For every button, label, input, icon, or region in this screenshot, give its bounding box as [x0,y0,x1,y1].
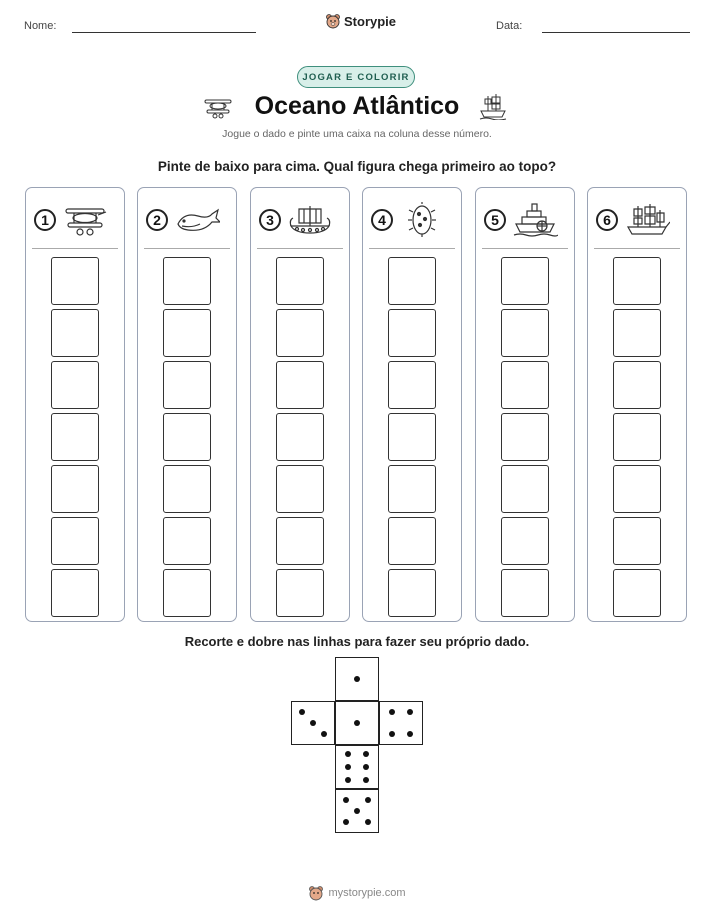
die-pip [389,709,395,715]
column-divider [144,248,230,249]
color-box[interactable] [163,257,211,305]
die-pip [343,819,349,825]
die-pip [354,676,360,682]
color-box[interactable] [501,309,549,357]
column-divider [257,248,343,249]
color-box[interactable] [163,309,211,357]
color-box[interactable] [388,465,436,513]
die-face-4 [379,701,423,745]
die-face-1 [335,657,379,701]
column-header [371,200,455,240]
column-number: 5 [484,209,506,231]
color-box[interactable] [613,465,661,513]
die-pip [389,731,395,737]
column-divider [369,248,455,249]
die-pip [363,751,369,757]
column-number: 4 [371,209,393,231]
color-box[interactable] [163,569,211,617]
brand-name: Storypie [344,13,397,29]
color-box[interactable] [276,257,324,305]
whale-icon [174,202,220,238]
page-subtitle: Jogue o dado e pinte uma caixa na coluna desse número. [222,128,492,140]
die-face-3 [291,701,335,745]
color-box[interactable] [276,569,324,617]
sailing-ship-icon [624,202,670,238]
die-pip [354,808,360,814]
color-box[interactable] [388,517,436,565]
color-box[interactable] [51,257,99,305]
column-number: 1 [34,209,56,231]
dice-column-2 [137,187,237,622]
die-pip [365,797,371,803]
die-pip [310,720,316,726]
color-box[interactable] [276,309,324,357]
color-box[interactable] [613,257,661,305]
die-pip [363,764,369,770]
color-box[interactable] [501,361,549,409]
footer-url: mystorypie.com [328,887,406,899]
column-number: 6 [596,209,618,231]
coloring-instruction: Pinte de baixo para cima. Qual figura chega primeiro ao topo? [157,159,557,174]
column-header [596,200,680,240]
column-number: 2 [146,209,168,231]
color-box[interactable] [613,309,661,357]
die-pip [343,797,349,803]
color-box[interactable] [613,569,661,617]
brand-logo [325,13,396,29]
die-pip [407,709,413,715]
steamboat-icon [512,202,558,238]
color-box[interactable] [276,361,324,409]
color-box[interactable] [276,517,324,565]
column-divider [482,248,568,249]
color-box[interactable] [276,465,324,513]
die-pip [321,731,327,737]
die-pip [354,720,360,726]
name-field-line[interactable] [72,32,256,33]
color-box[interactable] [388,361,436,409]
color-box[interactable] [388,569,436,617]
footer [0,885,714,901]
color-box[interactable] [51,361,99,409]
color-box[interactable] [501,413,549,461]
dice-column-5 [475,187,575,622]
color-box[interactable] [276,413,324,461]
column-header [259,200,343,240]
die-pip [299,709,305,715]
die-pip [363,777,369,783]
dice-column-4 [362,187,462,622]
column-divider [594,248,680,249]
column-header [484,200,568,240]
biplane-icon [62,202,108,238]
name-label: Nome: [24,20,57,32]
dice-column-3 [250,187,350,622]
column-header [34,200,118,240]
dice-column-6 [587,187,687,622]
color-box[interactable] [501,517,549,565]
date-label: Data: [496,20,523,32]
die-face-6 [335,745,379,789]
color-box[interactable] [388,413,436,461]
die-pip [345,751,351,757]
page-title: Oceano Atlântico [254,92,460,120]
color-box[interactable] [613,517,661,565]
viking-ship-icon [287,202,333,238]
color-box[interactable] [51,413,99,461]
die-pip [407,731,413,737]
storypie-footer-icon [308,885,324,901]
die-pip [365,819,371,825]
die-pip [345,777,351,783]
date-field-line[interactable] [542,32,690,33]
color-box[interactable] [51,309,99,357]
color-box[interactable] [163,465,211,513]
die-pip [345,764,351,770]
color-box[interactable] [163,361,211,409]
column-number: 3 [259,209,281,231]
color-box[interactable] [613,361,661,409]
color-box[interactable] [51,517,99,565]
sailing-ship-title-icon [478,92,508,120]
dice-column-1 [25,187,125,622]
plankton-icon [399,202,445,238]
color-box[interactable] [388,257,436,305]
color-box[interactable] [163,517,211,565]
color-box[interactable] [51,569,99,617]
cut-instruction: Recorte e dobre nas linhas para fazer seu próprio dado. [184,634,530,649]
color-box[interactable] [51,465,99,513]
die-face-5 [335,789,379,833]
color-box[interactable] [163,413,211,461]
storypie-bear-icon [325,13,341,29]
color-box[interactable] [388,309,436,357]
column-divider [32,248,118,249]
die-face-1 [335,701,379,745]
color-box[interactable] [501,569,549,617]
color-box[interactable] [501,465,549,513]
color-box[interactable] [613,413,661,461]
column-header [146,200,230,240]
color-box[interactable] [501,257,549,305]
activity-badge: JOGAR E COLORIR [297,66,415,88]
